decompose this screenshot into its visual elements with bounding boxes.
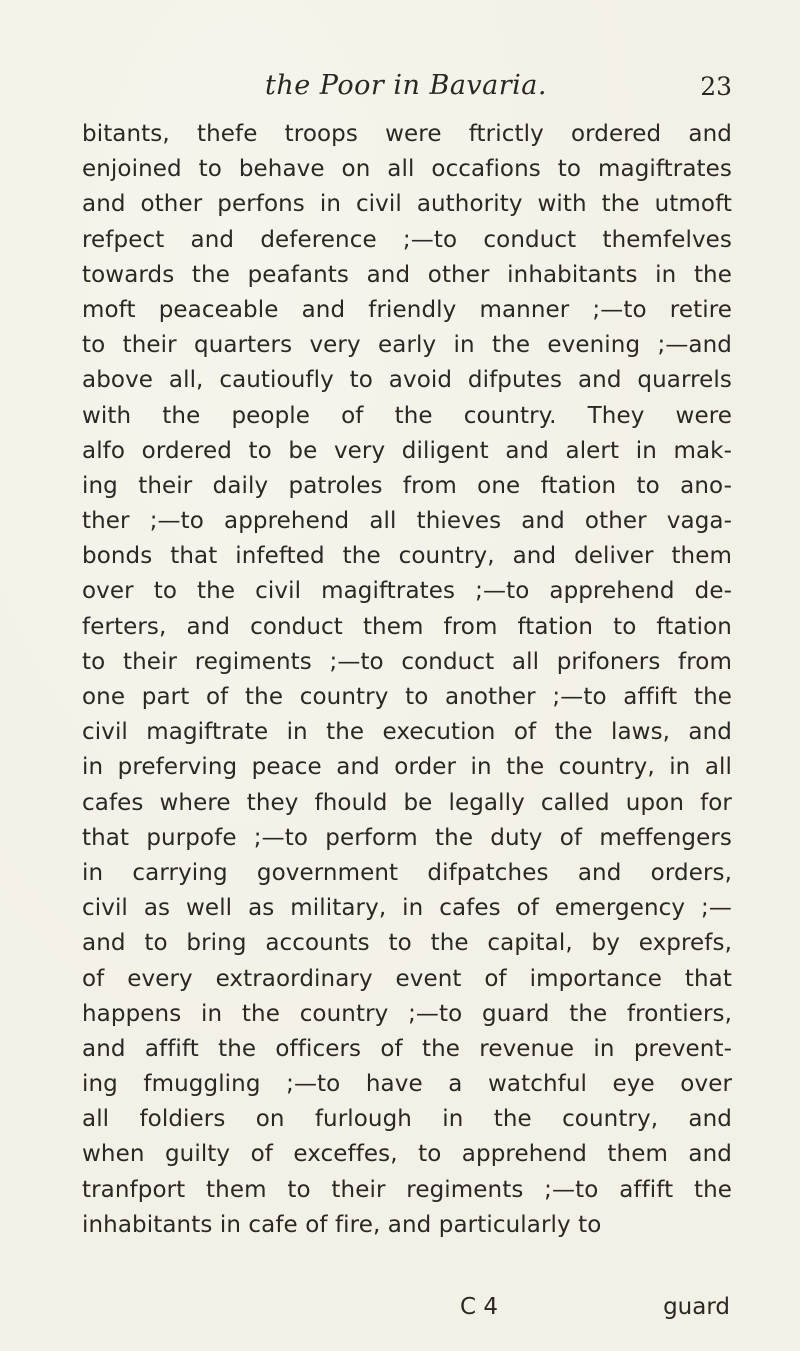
text-line: ing their daily patroles from one ftation to ano- (82, 472, 732, 499)
text-line: of every extraordinary event of importance that (82, 965, 732, 992)
text-line: all foldiers on furlough in the country, and (82, 1106, 732, 1133)
text-line: bitants, thefe troops were ftrictly ordered and (82, 121, 732, 147)
page-header (82, 70, 730, 110)
text-line: and to bring accounts to the capital, by exprefs, (82, 930, 732, 957)
text-line: and affift the officers of the revenue in prevent- (82, 1035, 732, 1062)
catchword: guard (663, 1294, 730, 1320)
text-line: to their quarters very early in the evening ;—and (82, 332, 732, 359)
text-line: civil magiftrate in the execution of the laws, and (82, 719, 732, 746)
text-line: tranfport them to their regiments ;—to affift the (82, 1176, 732, 1203)
text-line: over to the civil magiftrates ;—to apprehend de- (82, 578, 732, 605)
text-line: refpect and deference ;—to conduct themfelves (82, 226, 732, 253)
text-line: alfo ordered to be very diligent and alert in mak- (82, 437, 732, 464)
text-line: cafes where they fhould be legally called upon for (82, 789, 732, 816)
text-line: and other perfons in civil authority with the utmoft (82, 191, 732, 218)
text-line: with the people of the country. They were (82, 402, 732, 429)
text-line: when guilty of exceffes, to apprehend them and (82, 1141, 732, 1168)
text-line: ing fmuggling ;—to have a watchful eye over (82, 1071, 732, 1098)
body-text (82, 117, 732, 1243)
text-line: in preferving peace and order in the country, in all (82, 754, 732, 781)
text-line: civil as well as military, in cafes of emergency ;— (82, 895, 732, 922)
text-line: inhabitants in cafe of fire, and particularly to (82, 1211, 602, 1238)
text-line: one part of the country to another ;—to affift the (82, 684, 732, 710)
text-line: above all, cautioufly to avoid difputes and quarrels (82, 367, 732, 394)
text-line: happens in the country ;—to guard the frontiers, (82, 1000, 732, 1027)
text-line: moft peaceable and friendly manner ;—to retire (82, 296, 732, 323)
text-line: enjoined to behave on all occafions to magiftrates (82, 156, 732, 183)
text-line: that purpofe ;—to perform the duty of meffengers (82, 824, 732, 851)
text-line: to their regiments ;—to conduct all prifoners from (82, 648, 732, 675)
text-line: ferters, and conduct them from ftation to ftation (82, 613, 732, 640)
page-number: 23 (700, 72, 732, 101)
text-line: bonds that infefted the country, and deliver them (82, 543, 732, 570)
text-line: in carrying government difpatches and orders, (82, 859, 732, 886)
page-footer (82, 1294, 732, 1330)
running-title: the Poor in Bavaria. (265, 70, 547, 101)
signature-mark: C 4 (460, 1294, 499, 1320)
text-line: towards the peafants and other inhabitants in the (82, 261, 732, 288)
text-line: ther ;—to apprehend all thieves and other vaga- (82, 508, 732, 535)
